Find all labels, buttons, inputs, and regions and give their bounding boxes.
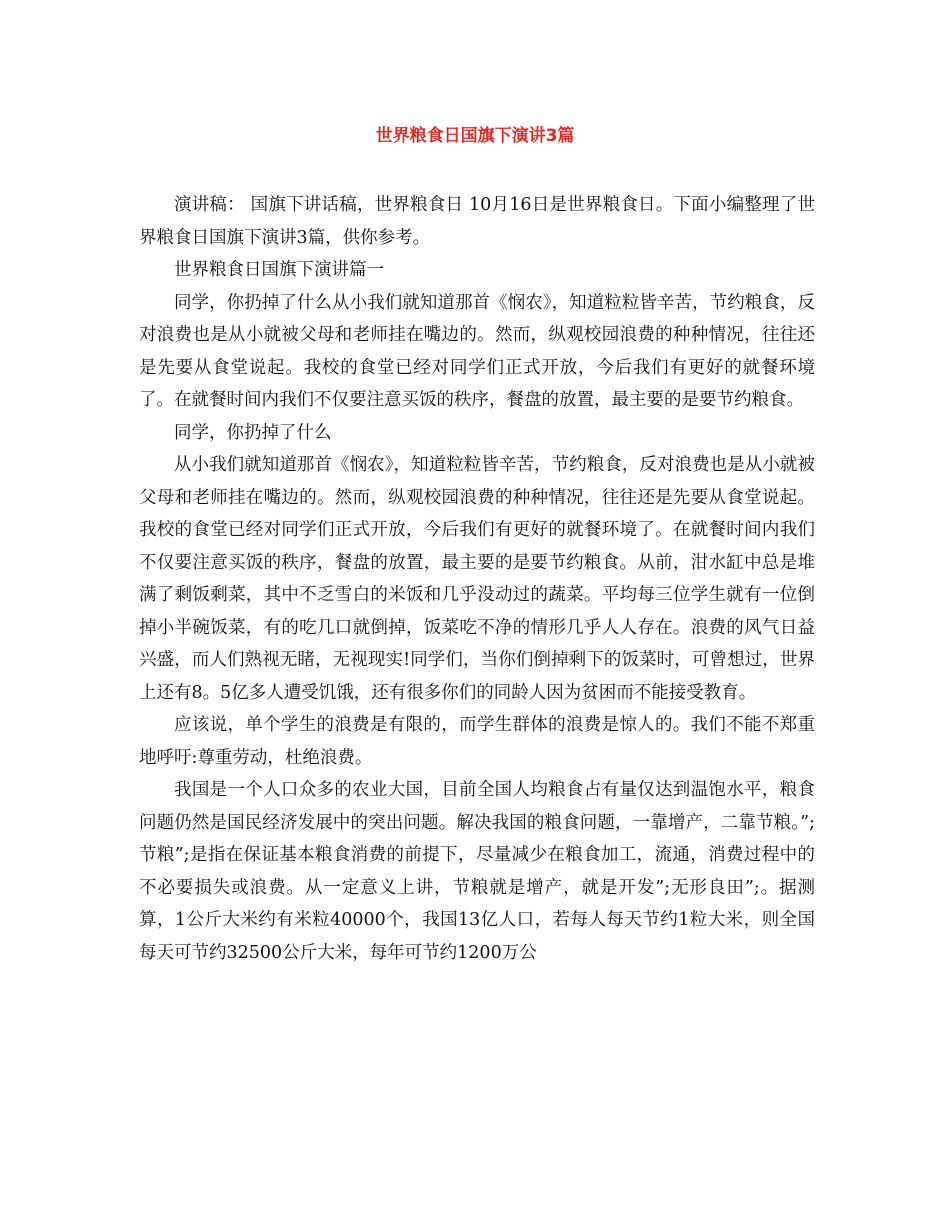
paragraph-intro: 演讲稿： 国旗下讲话稿，世界粮食日 10月16日是世界粮食日。下面小编整理了世界粮食日国旗下演讲3篇，供你参考。 bbox=[139, 195, 815, 248]
paragraph-section-heading: 世界粮食日国旗下演讲篇一 bbox=[174, 260, 384, 280]
paragraph-subheading: 同学，你扔掉了什么 bbox=[174, 422, 332, 443]
document-body bbox=[139, 189, 815, 969]
paragraph-appeal: 应该说，单个学生的浪费是有限的，而学生群体的浪费是惊人的。我们不能不郑重地呼吁:尊重劳动，杜绝浪费。 bbox=[139, 715, 815, 768]
paragraph-opening: 同学，你扔掉了什么从小我们就知道那首《悯农》，知道粒粒皆辛苦，节约粮食，反对浪费也是从小就被父母和老师挂在嘴边的。然而，纵观校园浪费的种种情况，往往还是先要从食堂说起。我校的食堂已经对同学们正式开放，今后我们有更好的就餐环境了。在就餐时间内我们不仅要注意买饭的秩序，餐盘的放置，最主要的是要节约粮食。 bbox=[139, 292, 815, 410]
paragraph-national-grain: 我国是一个人口众多的农业大国，目前全国人均粮食占有量仅达到温饱水平，粮食问题仍然是国民经济发展中的突出问题。解决我国的粮食问题，一靠增产，二靠节粮。”;节粮”;是指在保证基本粮食消费的前提下，尽量减少在粮食加工，流通，消费过程中的不必要损失或浪费。从一定意义上讲，节粮就是增产，就是开发”;无形良田”;。据测算，1公斤大米约有米粒40000个，我国13亿人口，若每人每天节约1粒大米，则全国每天可节约32500公斤大米，每年可节约1200万公 bbox=[139, 780, 815, 963]
paragraph-canteen-waste: 从小我们就知道那首《悯农》，知道粒粒皆辛苦，节约粮食，反对浪费也是从小就被父母和老师挂在嘴边的。然而，纵观校园浪费的种种情况，往往还是先要从食堂说起。我校的食堂已经对同学们正式开放，今后我们有更好的就餐环境了。在就餐时间内我们不仅要注意买饭的秩序，餐盘的放置，最主要的是要节约粮食。从前，泔水缸中总是堆满了剩饭剩菜，其中不乏雪白的米饭和几乎没动过的蔬菜。平均每三位学生就有一位倒掉小半碗饭菜，有的吃几口就倒掉，饭菜吃不净的情形几乎人人存在。浪费的风气日益兴盛，而人们熟视无睹，无视现实!同学们，当你们倒掉剩下的饭菜时，可曾想过，世界上还有8。5亿多人遭受饥饿，还有很多你们的同龄人因为贫困而不能接受教育。 bbox=[139, 455, 815, 703]
document-title: 世界粮食日国旗下演讲3篇 bbox=[375, 126, 575, 146]
